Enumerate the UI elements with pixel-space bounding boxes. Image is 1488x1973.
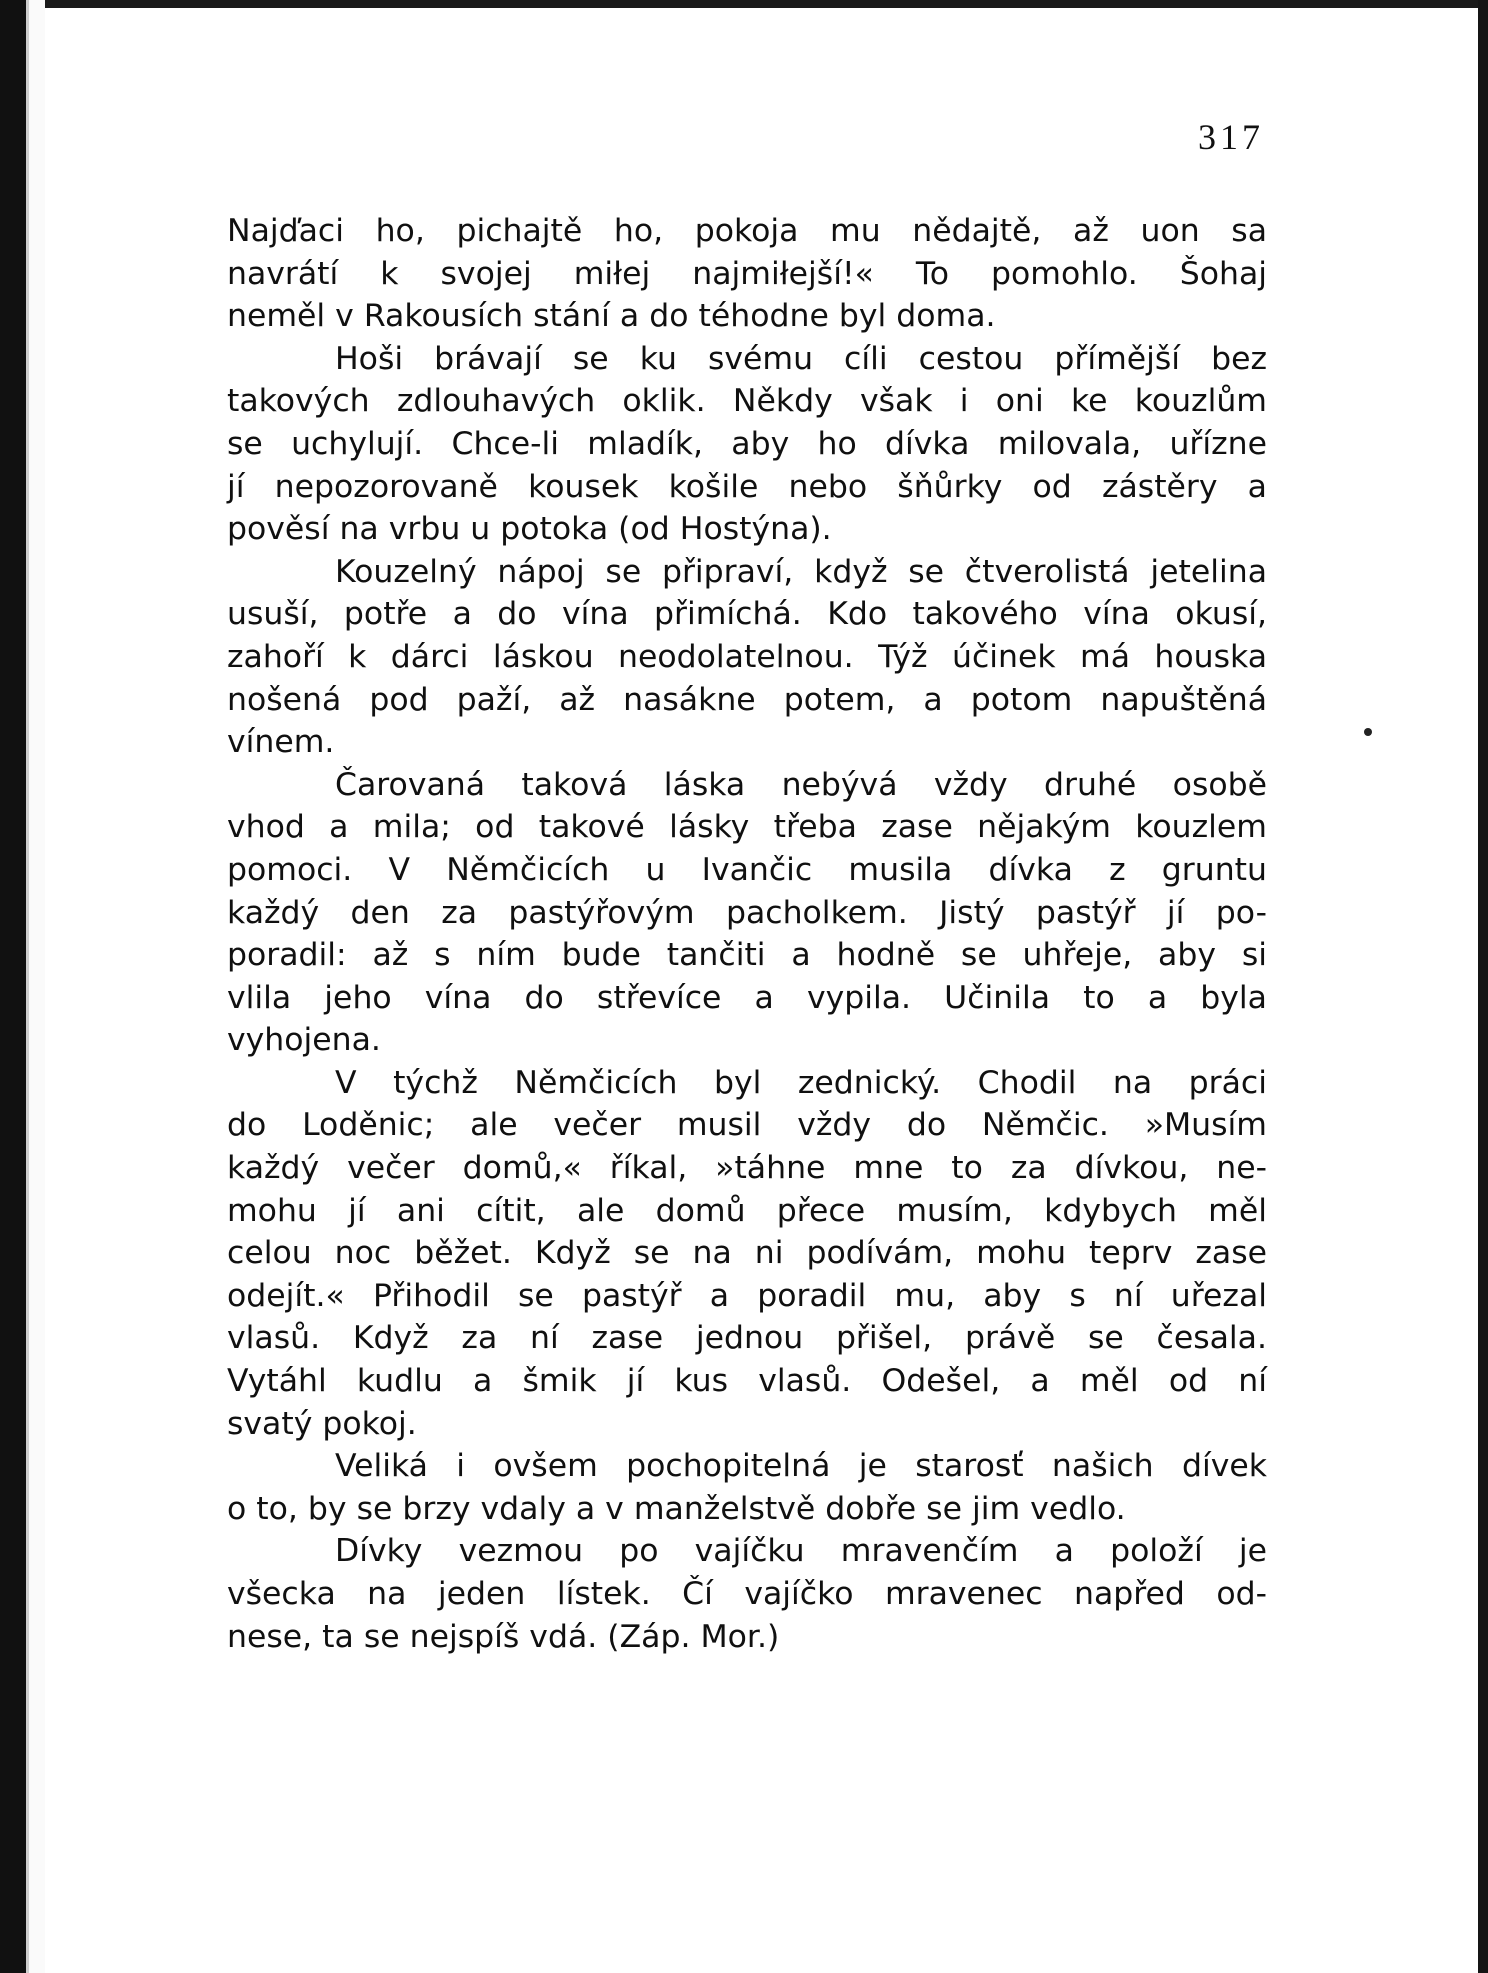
page-number: 317 bbox=[1198, 117, 1264, 157]
text-line: Dívky vezmou po vajíčku mravenčím a položí je bbox=[335, 1533, 1267, 1570]
text-line: vlasů. Když za ní zase jednou přišel, právě se česala. bbox=[227, 1320, 1267, 1357]
text-line: každý den za pastýřovým pacholkem. Jistý pastýř jí po- bbox=[227, 894, 1267, 931]
text-line: Hoši brávají se ku svému cíli cestou přímější bez bbox=[335, 340, 1267, 377]
text-line: odejít.« Přihodil se pastýř a poradil mu, aby s ní uřezal bbox=[227, 1277, 1267, 1314]
text-line: se uchylují. Chce-li mladík, aby ho dívka milovala, uřízne bbox=[227, 425, 1267, 462]
text-line: pomoci. V Němčicích u Ivančic musila dívka z gruntu bbox=[227, 851, 1267, 888]
text-line: Čarovaná taková láska nebývá vždy druhé osobě bbox=[335, 766, 1267, 803]
text-line: o to, by se brzy vdaly a v manželstvě dobře se jim vedlo. bbox=[227, 1490, 1126, 1527]
text-line: vlila jeho vína do střevíce a vypila. Učinila to a byla bbox=[227, 979, 1267, 1016]
scan-left-binding-edge bbox=[0, 0, 26, 1973]
text-line: Najďaci ho, pichajtě ho, pokoja mu nědajtě, až uon sa bbox=[227, 213, 1267, 249]
text-line: pověsí na vrbu u potoka (od Hostýna). bbox=[227, 511, 832, 548]
scan-right-edge bbox=[1478, 0, 1488, 1973]
text-line: všecka na jeden lístek. Čí vajíčko mravenec napřed od- bbox=[227, 1576, 1267, 1612]
scan-left-margin bbox=[26, 0, 45, 1973]
text-line: každý večer domů,« říkal, »táhne mne to za dívkou, ne- bbox=[227, 1150, 1267, 1187]
ink-speck bbox=[1364, 728, 1372, 736]
text-line: celou noc běžet. Když se na ni podívám, mohu teprv zase bbox=[227, 1235, 1267, 1272]
text-line: Vytáhl kudlu a šmik jí kus vlasů. Odešel, a měl od ní bbox=[227, 1363, 1267, 1400]
text-line: nese, ta se nejspíš vdá. (Záp. Mor.) bbox=[227, 1618, 780, 1655]
text-line: neměl v Rakousích stání a do téhodne byl doma. bbox=[227, 298, 996, 335]
text-line: vhod a mila; od takové lásky třeba zase nějakým kouzlem bbox=[227, 809, 1267, 846]
text-line: jí nepozorovaně kousek košile nebo šňůrky od zástěry a bbox=[227, 468, 1267, 505]
text-line: poradil: až s ním bude tančiti a hodně se uhřeje, aby si bbox=[227, 937, 1267, 974]
body-text bbox=[227, 210, 1267, 1658]
text-line: takových zdlouhavých oklik. Někdy však i oni ke kouzlům bbox=[227, 383, 1267, 420]
text-line: vyhojena. bbox=[227, 1022, 381, 1059]
text-line: zahoří k dárci láskou neodolatelnou. Týž účinek má houska bbox=[227, 638, 1267, 675]
text-line: V týchž Němčicích byl zednický. Chodil na práci bbox=[335, 1064, 1267, 1101]
text-line: svatý pokoj. bbox=[227, 1405, 417, 1442]
text-line: mohu jí ani cítit, ale domů přece musím, kdybych měl bbox=[227, 1192, 1267, 1229]
text-line: usuší, potře a do vína přimíchá. Kdo takového vína okusí, bbox=[227, 596, 1267, 633]
text-line: Kouzelný nápoj se připraví, když se čtverolistá jetelina bbox=[335, 553, 1267, 590]
text-line: do Loděnic; ale večer musil vždy do Němčic. »Musím bbox=[227, 1107, 1267, 1144]
scan-top-edge bbox=[0, 0, 1488, 8]
text-line: nošená pod paží, až nasákne potem, a potom napuštěná bbox=[227, 681, 1267, 718]
text-line: Veliká i ovšem pochopitelná je starosť našich dívek bbox=[335, 1448, 1267, 1485]
text-line: navrátí k svojej miłej najmiłejší!« To pomohlo. Šohaj bbox=[227, 255, 1267, 292]
text-line: vínem. bbox=[227, 724, 335, 761]
